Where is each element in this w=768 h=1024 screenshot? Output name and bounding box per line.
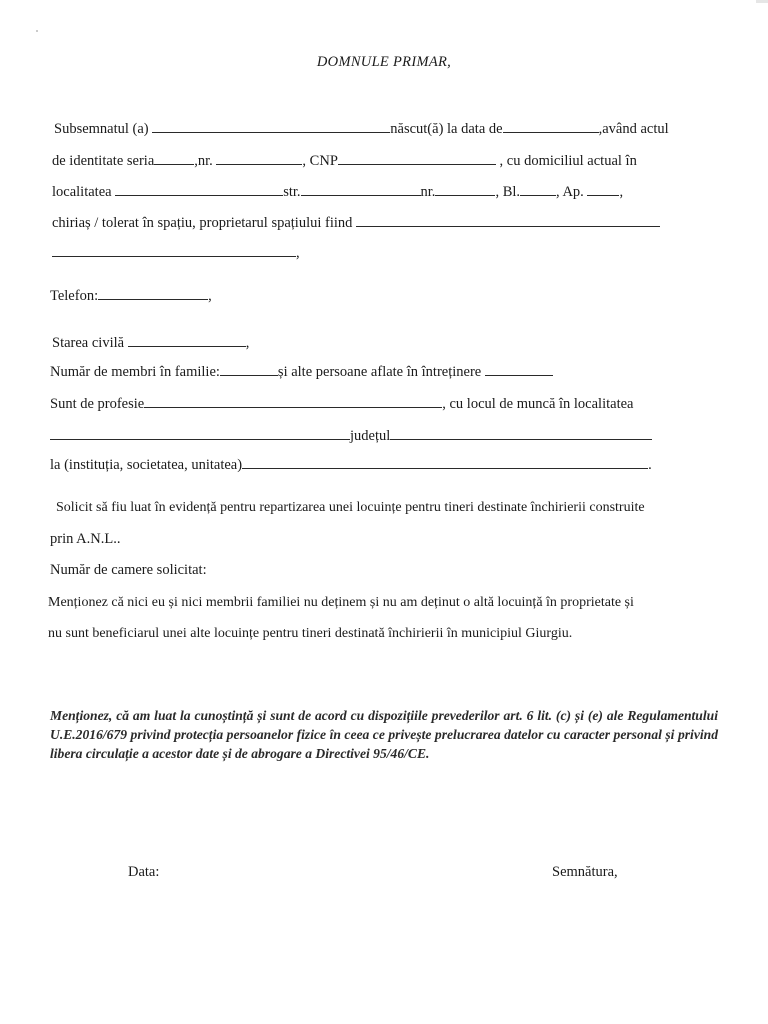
page-title: DOMNULE PRIMAR, bbox=[316, 54, 452, 70]
owner-field-continued[interactable] bbox=[52, 242, 296, 257]
id-number-field[interactable] bbox=[216, 150, 302, 165]
locality-field[interactable] bbox=[115, 181, 283, 196]
rooms-requested-label: Număr de camere solicitat: bbox=[50, 562, 207, 578]
cnp-field[interactable] bbox=[338, 150, 496, 165]
solicit-line-1: Solicit să fiu luat în evidență pentru repartizarea unei locuințe pentru tineri destinate închirierii construite bbox=[56, 500, 645, 515]
line-institutie: la (instituția, societatea, unitatea) . bbox=[50, 454, 652, 474]
block-field[interactable] bbox=[520, 181, 556, 196]
line-profesie: Sunt de profesie , cu locul de muncă în localitatea bbox=[50, 393, 633, 413]
scan-speck bbox=[36, 30, 38, 32]
date-label: Data: bbox=[128, 864, 160, 880]
phone-field[interactable] bbox=[98, 285, 208, 300]
line-chirias: chiriaș / tolerat în spațiu, proprietarul spațiului fiind bbox=[52, 212, 660, 232]
gdpr-consent-text: Menționez, că am luat la cunoștință și sunt de acord cu dispozițiile prevederilor art. 6 lit. (c) și (e) ale Regulamentului U.E.2016/679 privind protecția persoanelor fizice în ceea ce privește prelucrarea datelor cu caracter personal și privind libera circulație a acestor date și de abrogare a Directivei 95/46/CE. bbox=[50, 708, 718, 761]
county-field[interactable] bbox=[390, 425, 652, 440]
line-owner-continued: , bbox=[52, 242, 300, 262]
name-field[interactable] bbox=[152, 118, 390, 133]
institution-field[interactable] bbox=[242, 454, 648, 469]
line-subsemnatul: Subsemnatul (a) născut(ă) la data de ,având actul bbox=[54, 118, 669, 138]
civil-status-field[interactable] bbox=[128, 332, 246, 347]
profession-field[interactable] bbox=[144, 393, 442, 408]
owner-field[interactable] bbox=[356, 212, 660, 227]
signature-label: Semnătura, bbox=[552, 864, 618, 880]
line-judet: județul bbox=[50, 425, 652, 445]
mentionez-line-1: Menționez că nici eu și nici membrii familiei nu deținem și nu am deținut o altă locuință în proprietate și bbox=[48, 595, 634, 610]
street-field[interactable] bbox=[301, 181, 421, 196]
line-telefon: Telefon: , bbox=[50, 285, 212, 305]
line-identitate: de identitate seria ,nr. , CNP , cu domiciliul actual în bbox=[52, 150, 637, 170]
apartment-field[interactable] bbox=[587, 181, 619, 196]
dependents-field[interactable] bbox=[485, 361, 553, 376]
solicit-line-2: prin A.N.L.. bbox=[50, 531, 121, 547]
scan-corner-mark bbox=[756, 0, 768, 3]
id-series-field[interactable] bbox=[154, 150, 194, 165]
birth-date-field[interactable] bbox=[503, 118, 599, 133]
work-locality-field[interactable] bbox=[50, 425, 350, 440]
family-members-field[interactable] bbox=[220, 361, 278, 376]
line-stare-civila: Starea civilă , bbox=[52, 332, 249, 352]
line-localitatea: localitatea str. nr. , Bl. , Ap. , bbox=[52, 181, 623, 201]
line-membri: Număr de membri în familie: și alte persoane aflate în întreținere bbox=[50, 361, 553, 381]
mentionez-line-2: nu sunt beneficiarul unei alte locuințe pentru tineri destinată închirierii în municipiul Giurgiu. bbox=[48, 626, 573, 641]
street-number-field[interactable] bbox=[435, 181, 495, 196]
